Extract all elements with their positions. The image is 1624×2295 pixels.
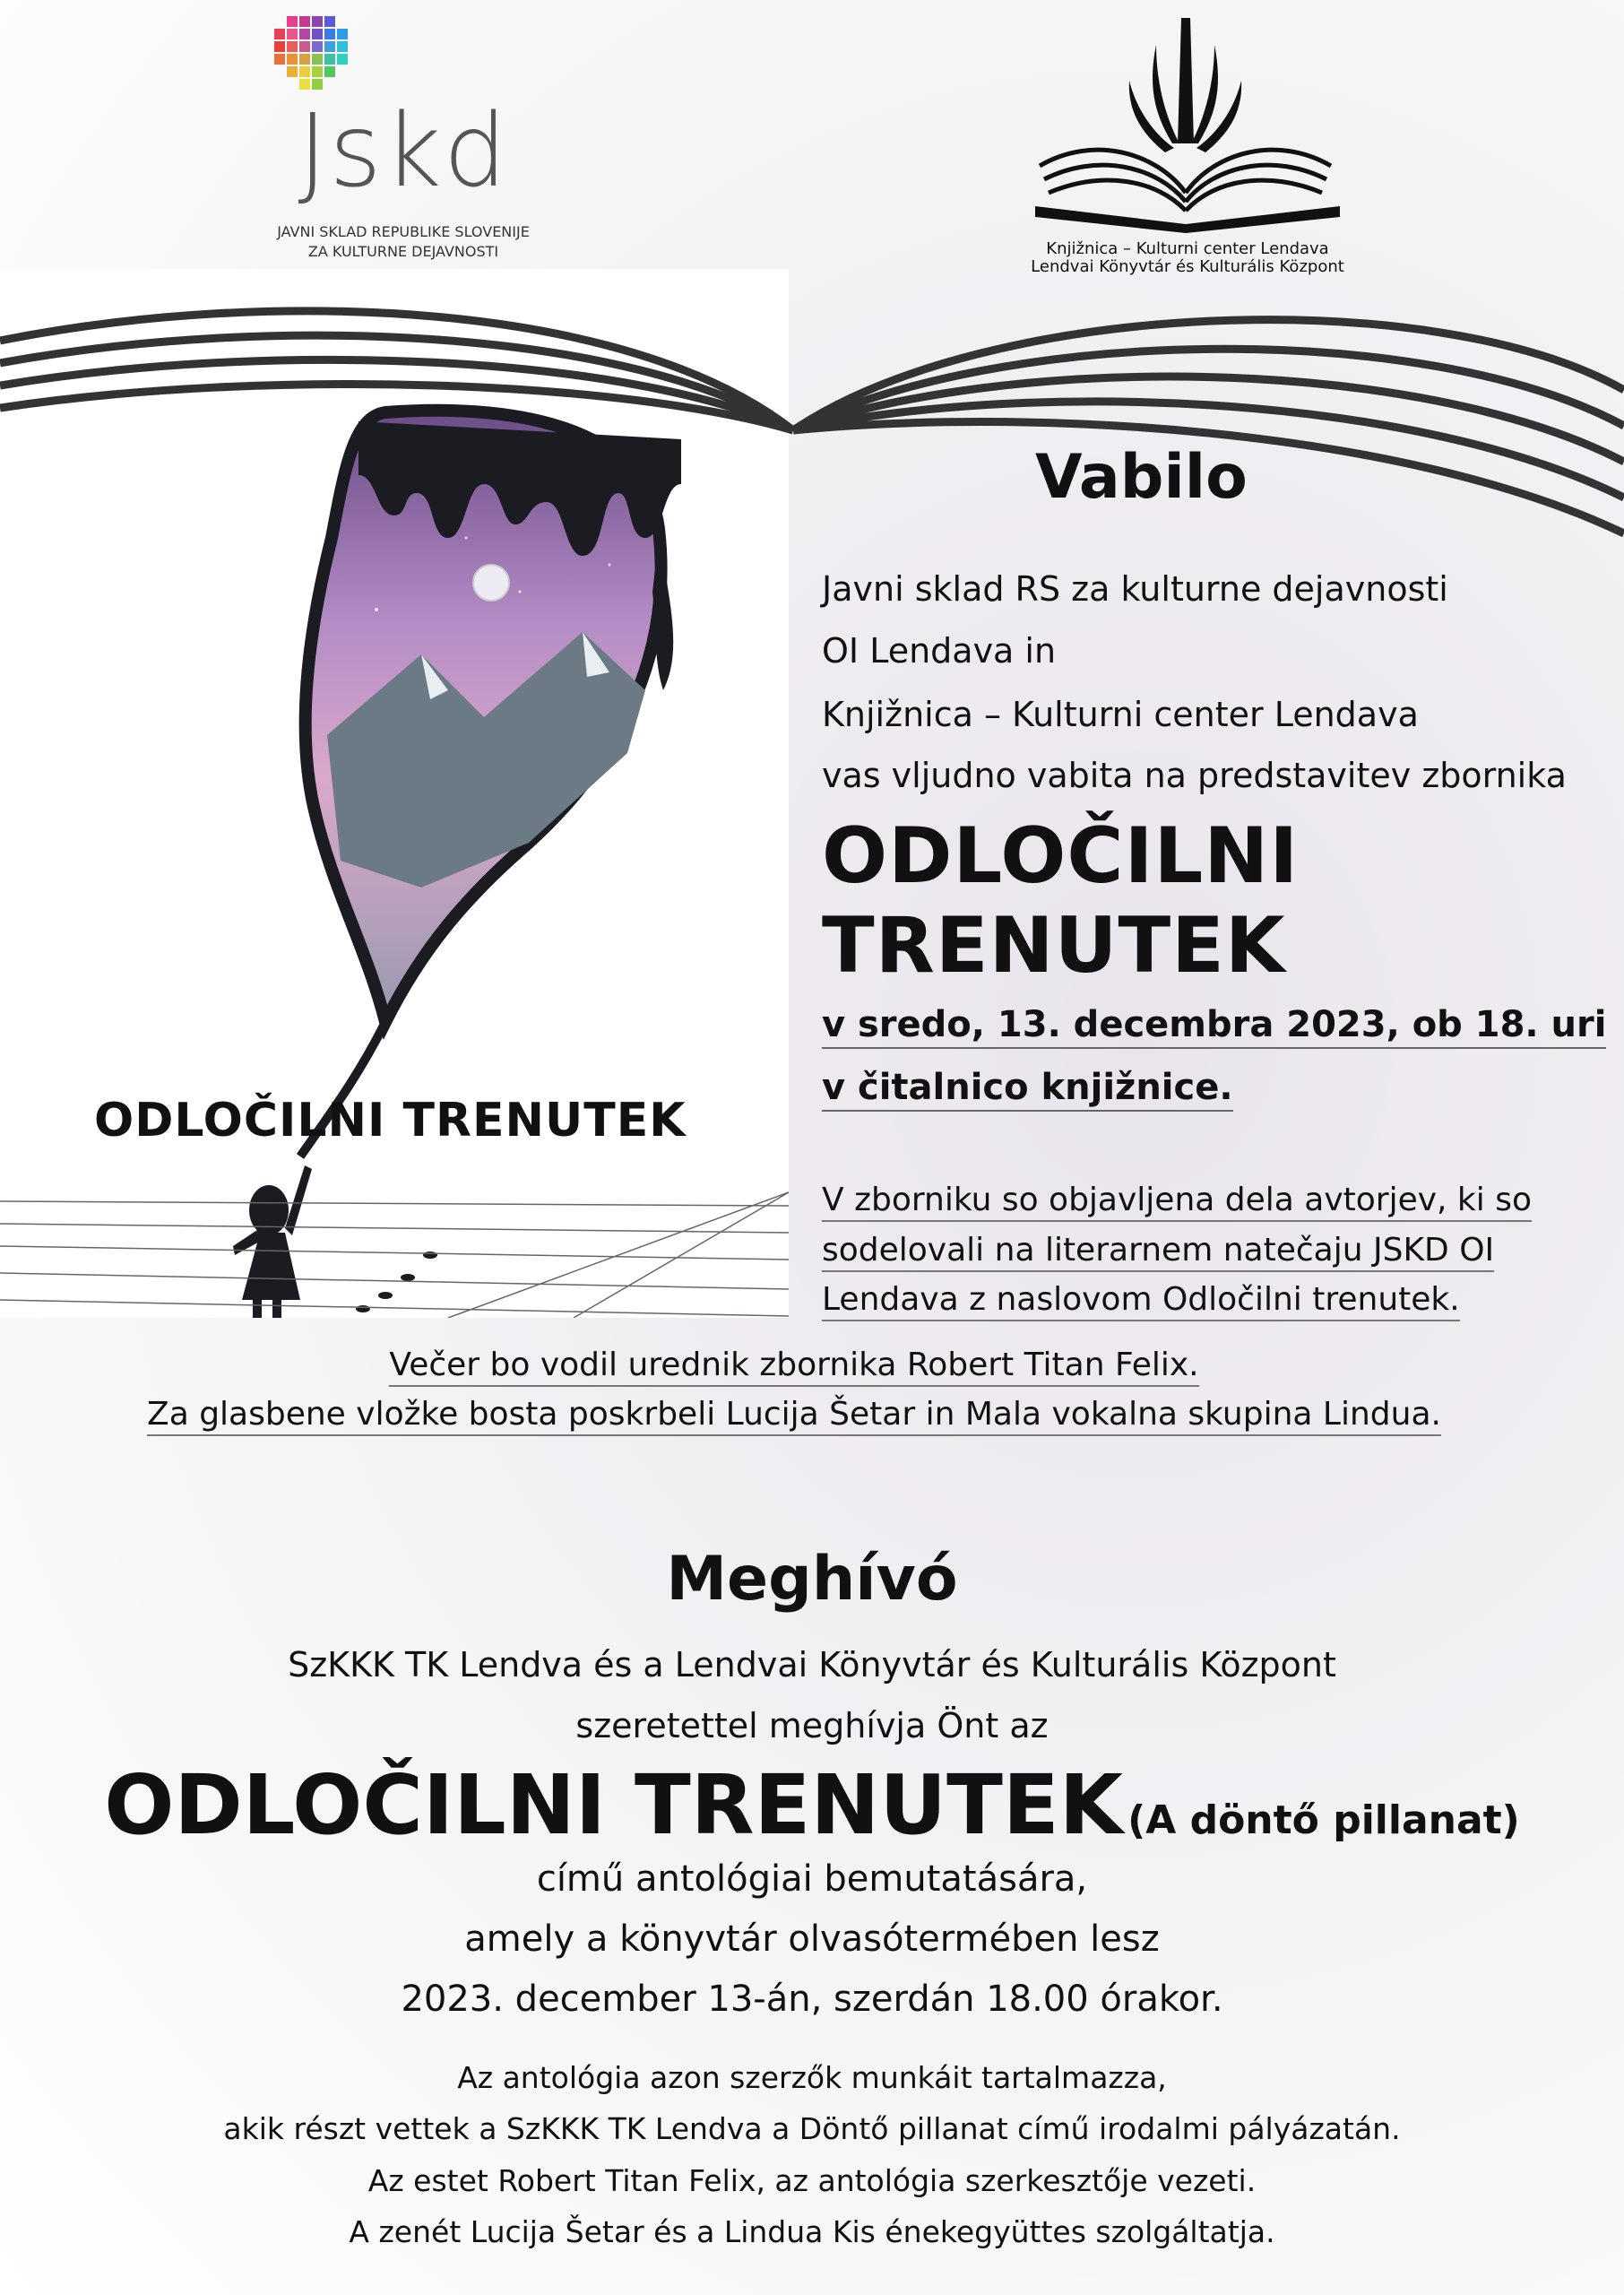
invitation-heading-hu: Meghívó — [666, 1544, 958, 1615]
sl-line-4: vas vljudno vabita na predstavitev zbornika — [822, 756, 1567, 795]
jskd-wordmark: Jskd — [298, 93, 509, 210]
cover-title: ODLOČILNI TRENUTEK — [94, 1094, 687, 1148]
hu-para-3: Az estet Robert Titan Felix, az antológia szerkesztője vezeti. — [367, 2163, 1257, 2198]
color-mosaic-icon — [269, 16, 367, 106]
book-title-hu-main: ODLOČILNI TRENUTEK — [104, 1757, 1123, 1853]
event-place-sl: v čitalnico knjižnice. — [822, 1067, 1233, 1112]
sl-line-1: Javni sklad RS za kulturne dejavnosti — [822, 569, 1448, 609]
event-date-hu: 2023. december 13-án, szerdán 18.00 órakor. — [401, 1979, 1223, 2020]
sl-line-2: OI Lendava in — [822, 631, 1057, 671]
hu-para-4: A zenét Lucija Šetar és a Lindua Kis énekegyüttes szolgáltatja. — [349, 2214, 1275, 2249]
book-title-hu — [0, 1757, 1624, 1853]
jskd-tagline-line-1: JAVNI SKLAD REPUBLIKE SLOVENIJE — [277, 223, 530, 240]
open-book-flame-icon — [1022, 9, 1353, 233]
sl-desc-3: Lendava z naslovom Odločilni trenutek. — [822, 1281, 1460, 1321]
invitation-heading-sl: Vabilo — [1035, 442, 1248, 513]
hu-line-4: amely a könyvtár olvasótermében lesz — [464, 1918, 1160, 1960]
jskd-tagline-line-2: ZA KULTURNE DEJAVNOSTI — [307, 243, 499, 260]
library-logo — [1022, 9, 1353, 276]
perspective-lines — [0, 1139, 789, 1318]
hu-line-2: szeretettel meghívja Önt az — [575, 1706, 1049, 1745]
library-caption-line-2: Lendvai Könyvtár és Kulturális Központ — [1031, 257, 1344, 276]
hu-line-3: című antológiai bemutatására, — [536, 1858, 1088, 1900]
hu-para-1: Az antológia azon szerzők munkáit tartalmazza, — [457, 2060, 1167, 2095]
book-title-sl-2: TRENUTEK — [822, 901, 1286, 991]
sl-desc-2: sodelovali na literarnem natečaju JSKD OI — [822, 1232, 1494, 1272]
jskd-logo — [260, 16, 547, 267]
sl-line-3: Knjižnica – Kulturni center Lendava — [822, 695, 1419, 734]
sl-desc-1: V zborniku so objavljena dela avtorjev, ki so — [822, 1182, 1532, 1222]
book-swoosh-lines — [0, 264, 1624, 551]
jskd-tagline — [260, 222, 547, 262]
hu-para-2: akik részt vettek a SzKKK TK Lendva a Döntő pillanat című irodalmi pályázatán. — [223, 2111, 1401, 2146]
sl-host-text: Večer bo vodil urednik zbornika Robert Titan Felix. — [389, 1347, 1198, 1387]
sl-host-line — [0, 1347, 1606, 1383]
sl-music-line — [0, 1396, 1606, 1433]
book-title-hu-subtitle: (A döntő pillanat) — [1127, 1797, 1520, 1843]
library-caption — [1022, 240, 1353, 276]
sl-music-text: Za glasbene vložke bosta poskrbeli Lucija Šetar in Mala vokalna skupina Lindua. — [147, 1396, 1441, 1436]
book-title-sl-1: ODLOČILNI — [822, 811, 1300, 901]
hu-line-1: SzKKK TK Lendva és a Lendvai Könyvtár és Kulturális Központ — [288, 1645, 1336, 1684]
event-date-sl: v sredo, 13. decembra 2023, ob 18. uri — [822, 1004, 1606, 1049]
library-caption-line-1: Knjižnica – Kulturni center Lendava — [1046, 239, 1329, 258]
